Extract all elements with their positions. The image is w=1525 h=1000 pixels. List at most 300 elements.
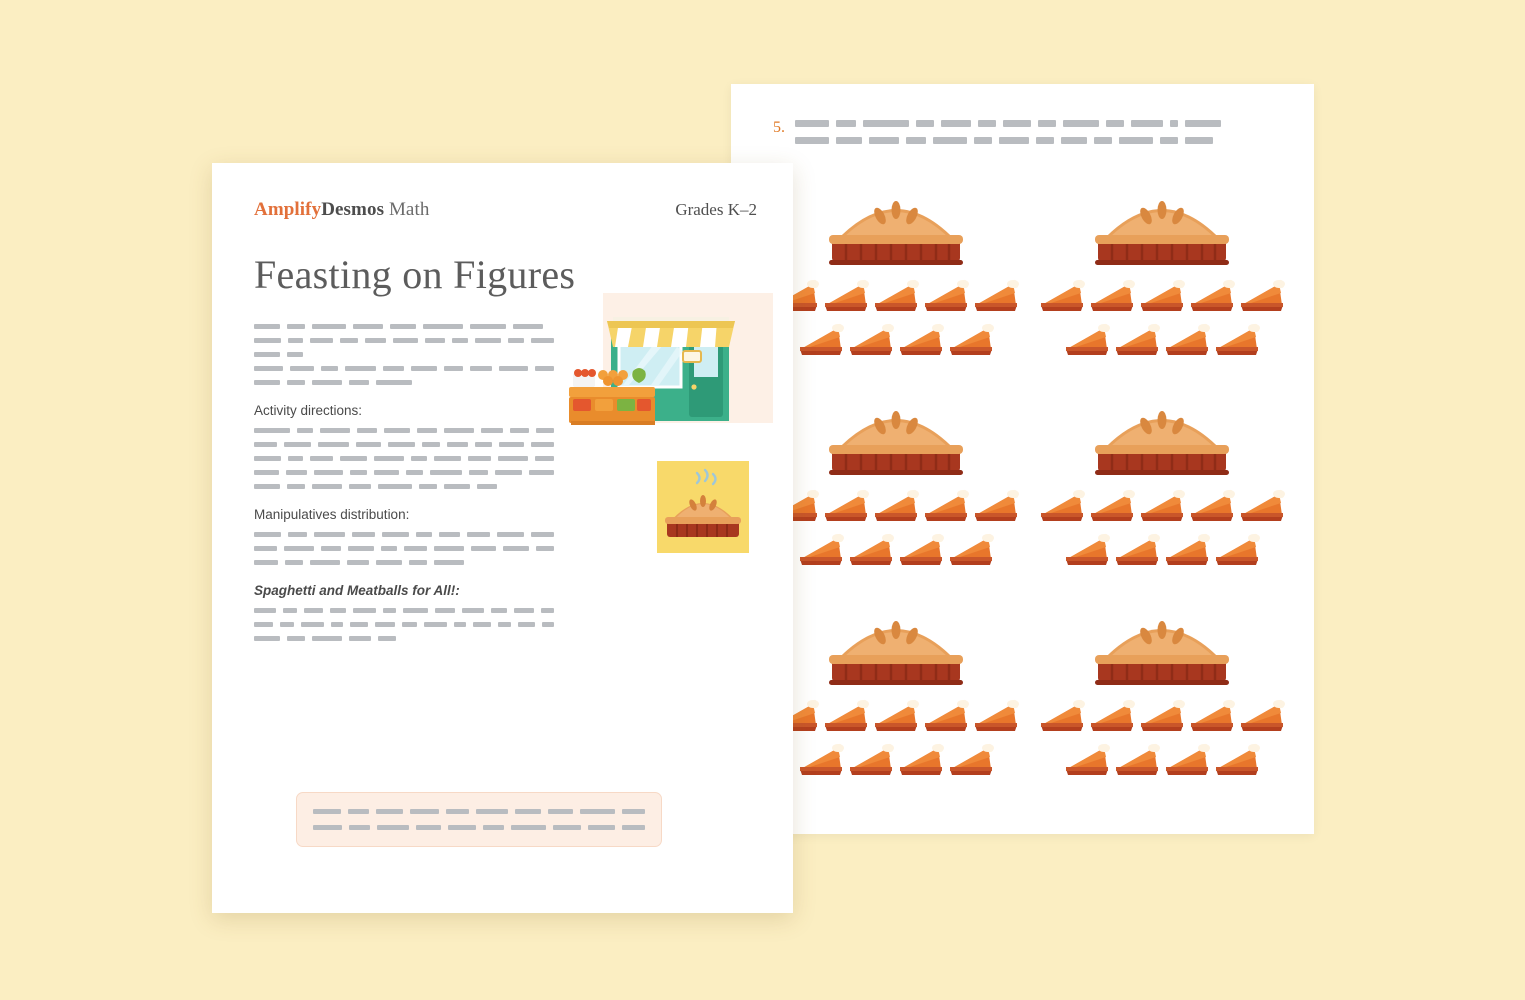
- pie-slice-icon: [848, 528, 894, 568]
- placeholder-dash: [622, 809, 645, 814]
- section-label: Manipulatives distribution:: [254, 507, 410, 522]
- placeholder-dash: [978, 120, 996, 127]
- whole-pie-icon: [821, 180, 971, 270]
- placeholder-dash: [381, 546, 397, 551]
- pie-slice-icon: [1089, 694, 1135, 734]
- placeholder-dash: [469, 470, 488, 475]
- placeholder-dash: [321, 546, 340, 551]
- pie-slice-icon: [873, 484, 919, 524]
- placeholder-dash: [1038, 120, 1056, 127]
- placeholder-dash: [541, 608, 554, 613]
- placeholder-dash: [375, 622, 395, 627]
- placeholder-dash: [916, 120, 934, 127]
- whole-pie-icon: [1087, 390, 1237, 480]
- placeholder-dash: [376, 380, 412, 385]
- pie-group: [773, 180, 1019, 390]
- placeholder-dash: [390, 324, 416, 329]
- pie-group: [1039, 180, 1285, 390]
- placeholder-dash: [288, 532, 308, 537]
- pie-slice-icon: [1089, 484, 1135, 524]
- placeholder-dash: [312, 484, 342, 489]
- placeholder-dash: [941, 120, 971, 127]
- whole-pie-icon: [1087, 600, 1237, 690]
- placeholder-dash: [378, 636, 396, 641]
- placeholder-dash: [448, 825, 477, 830]
- pie-slice-icon: [898, 738, 944, 778]
- placeholder-dash: [495, 470, 522, 475]
- pie-slice-icon: [898, 318, 944, 358]
- placeholder-dash: [345, 366, 376, 371]
- placeholder-dash: [312, 636, 342, 641]
- placeholder-dash: [287, 636, 305, 641]
- pie-groups-grid: [773, 180, 1273, 810]
- placeholder-dash: [349, 825, 370, 830]
- placeholder-dash: [1160, 137, 1178, 144]
- placeholder-dash: [384, 428, 411, 433]
- pie-slice-icon: [1239, 694, 1285, 734]
- pie-slice-icon: [923, 484, 969, 524]
- brand-logo: [254, 199, 429, 221]
- placeholder-line: [254, 484, 554, 489]
- placeholder-line: [254, 456, 554, 461]
- placeholder-dash: [254, 636, 280, 641]
- placeholder-dash: [312, 380, 342, 385]
- slice-row: [1039, 694, 1285, 734]
- placeholder-dash: [1185, 120, 1221, 127]
- placeholder-dash: [514, 608, 533, 613]
- placeholder-dash: [481, 428, 502, 433]
- placeholder-dash: [424, 622, 447, 627]
- placeholder-dash: [1063, 120, 1099, 127]
- placeholder-dash: [287, 380, 305, 385]
- placeholder-dash: [974, 137, 992, 144]
- placeholder-dash: [287, 352, 303, 357]
- pie-slice-icon: [1139, 694, 1185, 734]
- placeholder-dash: [1036, 137, 1054, 144]
- section-label: Spaghetti and Meatballs for All!:: [254, 583, 460, 598]
- pie-slice-icon: [1164, 738, 1210, 778]
- placeholder-dash: [434, 560, 464, 565]
- placeholder-dash: [350, 622, 368, 627]
- pie-slice-icon: [798, 528, 844, 568]
- placeholder-dash: [340, 456, 367, 461]
- placeholder-dash: [467, 532, 490, 537]
- placeholder-dash: [454, 622, 466, 627]
- placeholder-dash: [498, 456, 528, 461]
- placeholder-dash: [290, 366, 314, 371]
- slice-row: [773, 484, 1019, 524]
- pie-illustration: [657, 461, 749, 553]
- cover-header: [254, 199, 757, 221]
- slice-row: [773, 694, 1019, 734]
- placeholder-dash: [497, 532, 524, 537]
- placeholder-dash: [1185, 137, 1213, 144]
- placeholder-dash: [321, 366, 338, 371]
- placeholder-dash: [254, 532, 281, 537]
- pie-slice-icon: [823, 484, 869, 524]
- placeholder-dash: [313, 825, 342, 830]
- placeholder-dash: [508, 338, 524, 343]
- pie-slice-icon: [1039, 484, 1085, 524]
- placeholder-dash: [348, 546, 375, 551]
- placeholder-dash: [286, 470, 307, 475]
- pie-slice-icon: [848, 318, 894, 358]
- cover-body-text: [254, 324, 554, 641]
- pie-group: [773, 600, 1019, 810]
- placeholder-dash: [283, 608, 296, 613]
- pie-slice-icon: [948, 528, 994, 568]
- placeholder-dash: [1061, 137, 1087, 144]
- placeholder-line: [795, 120, 1221, 127]
- placeholder-line: [254, 560, 554, 565]
- placeholder-dash: [347, 560, 369, 565]
- pie-slice-icon: [1239, 274, 1285, 314]
- pie-slice-icon: [973, 694, 1019, 734]
- placeholder-dash: [906, 137, 926, 144]
- placeholder-dash: [312, 324, 346, 329]
- placeholder-dash: [417, 428, 437, 433]
- placeholder-dash: [320, 428, 350, 433]
- pie-slice-icon: [1139, 274, 1185, 314]
- placeholder-dash: [491, 608, 507, 613]
- placeholder-line: [254, 352, 554, 357]
- placeholder-dash: [510, 428, 530, 433]
- pie-slice-icon: [1189, 274, 1235, 314]
- placeholder-dash: [411, 366, 437, 371]
- pie-group: [1039, 600, 1285, 810]
- pie-slice-icon: [923, 694, 969, 734]
- placeholder-dash: [795, 120, 829, 127]
- pie-slice-icon: [1089, 274, 1135, 314]
- section-paragraph: [254, 608, 554, 641]
- placeholder-dash: [499, 442, 524, 447]
- pie-slice-icon: [898, 528, 944, 568]
- placeholder-dash: [498, 622, 512, 627]
- placeholder-dash: [254, 560, 278, 565]
- placeholder-dash: [416, 825, 441, 830]
- placeholder-dash: [254, 546, 277, 551]
- placeholder-dash: [1003, 120, 1031, 127]
- placeholder-dash: [310, 456, 333, 461]
- placeholder-dash: [254, 428, 290, 433]
- placeholder-line: [254, 380, 554, 385]
- placeholder-dash: [356, 442, 381, 447]
- pie-slice-icon: [848, 738, 894, 778]
- whole-pie-icon: [1087, 180, 1237, 270]
- placeholder-dash: [374, 456, 404, 461]
- placeholder-dash: [511, 825, 545, 830]
- brand-desmos: Desmos: [321, 199, 385, 220]
- placeholder-dash: [297, 428, 313, 433]
- pie-slice-icon: [823, 274, 869, 314]
- placeholder-dash: [470, 324, 506, 329]
- callout-box: [296, 792, 662, 847]
- placeholder-dash: [529, 470, 554, 475]
- placeholder-dash: [536, 428, 554, 433]
- cover-page-front: [212, 163, 793, 913]
- slice-row: [1039, 484, 1285, 524]
- pie-slice-icon: [1164, 528, 1210, 568]
- placeholder-dash: [483, 825, 504, 830]
- placeholder-line: [313, 825, 645, 830]
- placeholder-dash: [468, 456, 491, 461]
- placeholder-line: [254, 442, 554, 447]
- placeholder-dash: [446, 809, 469, 814]
- placeholder-dash: [288, 338, 304, 343]
- placeholder-dash: [1131, 120, 1163, 127]
- placeholder-dash: [402, 622, 417, 627]
- placeholder-dash: [518, 622, 534, 627]
- slice-row: [1064, 528, 1260, 568]
- placeholder-dash: [254, 622, 273, 627]
- placeholder-line: [254, 532, 554, 537]
- placeholder-dash: [314, 470, 343, 475]
- placeholder-dash: [1106, 120, 1124, 127]
- placeholder-line: [254, 324, 554, 329]
- problem-number: 5.: [773, 119, 785, 136]
- pie-slice-icon: [1214, 738, 1260, 778]
- placeholder-dash: [470, 366, 492, 371]
- placeholder-dash: [999, 137, 1029, 144]
- placeholder-dash: [285, 560, 303, 565]
- placeholder-dash: [452, 338, 468, 343]
- placeholder-dash: [416, 532, 432, 537]
- pie-slice-icon: [973, 274, 1019, 314]
- placeholder-dash: [284, 546, 314, 551]
- placeholder-line: [254, 546, 554, 551]
- placeholder-dash: [254, 608, 276, 613]
- problem-prompt-placeholder-text: [795, 116, 1221, 144]
- placeholder-dash: [863, 120, 909, 127]
- placeholder-dash: [622, 825, 645, 830]
- placeholder-dash: [419, 484, 437, 489]
- placeholder-dash: [430, 470, 462, 475]
- placeholder-dash: [444, 484, 470, 489]
- placeholder-dash: [350, 470, 367, 475]
- slice-row: [1064, 318, 1260, 358]
- placeholder-dash: [588, 825, 615, 830]
- slice-row: [798, 528, 994, 568]
- placeholder-dash: [447, 442, 469, 447]
- placeholder-dash: [254, 442, 277, 447]
- placeholder-dash: [795, 137, 829, 144]
- pie-slice-icon: [1164, 318, 1210, 358]
- placeholder-dash: [284, 442, 311, 447]
- placeholder-dash: [377, 825, 409, 830]
- placeholder-dash: [280, 622, 294, 627]
- placeholder-dash: [462, 608, 484, 613]
- pie-slice-icon: [1114, 528, 1160, 568]
- placeholder-dash: [535, 366, 554, 371]
- placeholder-dash: [383, 366, 404, 371]
- pie-slice-icon: [873, 274, 919, 314]
- placeholder-dash: [254, 470, 279, 475]
- slice-row: [1039, 274, 1285, 314]
- pie-slice-icon: [973, 484, 1019, 524]
- placeholder-dash: [383, 608, 396, 613]
- placeholder-line: [254, 608, 554, 613]
- placeholder-dash: [348, 809, 369, 814]
- placeholder-dash: [304, 608, 323, 613]
- placeholder-dash: [836, 120, 856, 127]
- whole-pie-icon: [821, 390, 971, 480]
- section-label: Activity directions:: [254, 403, 363, 418]
- placeholder-dash: [535, 456, 554, 461]
- placeholder-dash: [349, 484, 371, 489]
- placeholder-dash: [531, 442, 554, 447]
- placeholder-dash: [476, 809, 508, 814]
- placeholder-dash: [352, 532, 375, 537]
- placeholder-dash: [536, 546, 554, 551]
- placeholder-dash: [423, 324, 463, 329]
- placeholder-line: [795, 137, 1221, 144]
- placeholder-line: [254, 636, 554, 641]
- worksheet-page-back: [731, 84, 1314, 834]
- placeholder-dash: [349, 380, 369, 385]
- placeholder-dash: [542, 622, 554, 627]
- placeholder-dash: [393, 338, 418, 343]
- placeholder-dash: [548, 809, 573, 814]
- placeholder-dash: [388, 442, 415, 447]
- storefront-illustration: [567, 291, 773, 456]
- placeholder-dash: [503, 546, 530, 551]
- pie-slice-icon: [1139, 484, 1185, 524]
- brand-amplify: Amplify: [254, 199, 322, 220]
- placeholder-dash: [374, 470, 399, 475]
- pie-slice-icon: [1114, 318, 1160, 358]
- pie-slice-icon: [1239, 484, 1285, 524]
- placeholder-dash: [580, 809, 615, 814]
- pie-slice-icon: [923, 274, 969, 314]
- placeholder-dash: [933, 137, 967, 144]
- placeholder-dash: [353, 608, 375, 613]
- placeholder-dash: [444, 428, 474, 433]
- pie-slice-icon: [1189, 694, 1235, 734]
- placeholder-dash: [444, 366, 463, 371]
- placeholder-dash: [376, 560, 402, 565]
- placeholder-dash: [254, 484, 280, 489]
- placeholder-dash: [254, 352, 280, 357]
- slice-row: [798, 318, 994, 358]
- pie-slice-icon: [873, 694, 919, 734]
- placeholder-dash: [287, 484, 305, 489]
- placeholder-dash: [425, 338, 444, 343]
- placeholder-dash: [378, 484, 412, 489]
- placeholder-dash: [288, 456, 304, 461]
- placeholder-dash: [422, 442, 440, 447]
- placeholder-dash: [254, 366, 283, 371]
- pie-slice-icon: [1064, 528, 1110, 568]
- placeholder-dash: [314, 532, 344, 537]
- placeholder-dash: [473, 622, 491, 627]
- placeholder-dash: [365, 338, 386, 343]
- page-title: Feasting on Figures: [254, 252, 576, 297]
- placeholder-line: [313, 809, 645, 814]
- placeholder-dash: [410, 809, 440, 814]
- pie-slice-icon: [1189, 484, 1235, 524]
- placeholder-line: [254, 622, 554, 627]
- brand-math: Math: [388, 199, 430, 220]
- placeholder-line: [254, 338, 554, 343]
- placeholder-dash: [301, 622, 324, 627]
- whole-pie-icon: [821, 600, 971, 690]
- placeholder-dash: [1170, 120, 1178, 127]
- placeholder-line: [254, 470, 554, 475]
- placeholder-dash: [434, 456, 461, 461]
- slice-row: [798, 738, 994, 778]
- placeholder-dash: [531, 532, 554, 537]
- placeholder-dash: [411, 456, 427, 461]
- pie-slice-icon: [1064, 318, 1110, 358]
- placeholder-dash: [254, 380, 280, 385]
- placeholder-dash: [515, 809, 541, 814]
- placeholder-dash: [836, 137, 862, 144]
- placeholder-dash: [382, 532, 409, 537]
- slice-row: [773, 274, 1019, 314]
- pie-slice-icon: [1064, 738, 1110, 778]
- intro-paragraph: [254, 324, 554, 385]
- pie-slice-icon: [798, 738, 844, 778]
- placeholder-dash: [340, 338, 358, 343]
- pie-slice-icon: [948, 318, 994, 358]
- placeholder-dash: [869, 137, 899, 144]
- placeholder-dash: [434, 546, 464, 551]
- placeholder-dash: [499, 366, 528, 371]
- pie-slice-icon: [1214, 528, 1260, 568]
- placeholder-dash: [310, 560, 340, 565]
- placeholder-dash: [376, 809, 402, 814]
- placeholder-dash: [475, 442, 491, 447]
- placeholder-dash: [435, 608, 454, 613]
- placeholder-dash: [404, 546, 427, 551]
- grade-band-label: Grades K–2: [675, 200, 757, 219]
- pie-slice-icon: [1214, 318, 1260, 358]
- pie-slice-icon: [948, 738, 994, 778]
- placeholder-dash: [331, 622, 343, 627]
- placeholder-dash: [254, 456, 281, 461]
- placeholder-dash: [318, 442, 349, 447]
- section-paragraph: [254, 532, 554, 565]
- placeholder-dash: [409, 560, 427, 565]
- section-paragraph: [254, 428, 554, 489]
- pie-group: [773, 390, 1019, 600]
- slice-row: [1064, 738, 1260, 778]
- placeholder-dash: [1094, 137, 1112, 144]
- placeholder-dash: [475, 338, 502, 343]
- placeholder-dash: [531, 338, 554, 343]
- pie-slice-icon: [798, 318, 844, 358]
- placeholder-dash: [471, 546, 496, 551]
- pie-group: [1039, 390, 1285, 600]
- placeholder-dash: [477, 484, 497, 489]
- placeholder-dash: [313, 809, 341, 814]
- placeholder-dash: [1119, 137, 1153, 144]
- pie-slice-icon: [823, 694, 869, 734]
- placeholder-dash: [439, 532, 460, 537]
- placeholder-dash: [254, 338, 281, 343]
- placeholder-dash: [553, 825, 582, 830]
- placeholder-line: [254, 366, 554, 371]
- placeholder-line: [254, 428, 554, 433]
- placeholder-dash: [406, 470, 423, 475]
- pie-slice-icon: [1039, 274, 1085, 314]
- placeholder-dash: [403, 608, 428, 613]
- pie-slice-icon: [1114, 738, 1160, 778]
- placeholder-dash: [310, 338, 333, 343]
- placeholder-dash: [357, 428, 377, 433]
- placeholder-dash: [287, 324, 305, 329]
- problem-header: [773, 116, 1284, 144]
